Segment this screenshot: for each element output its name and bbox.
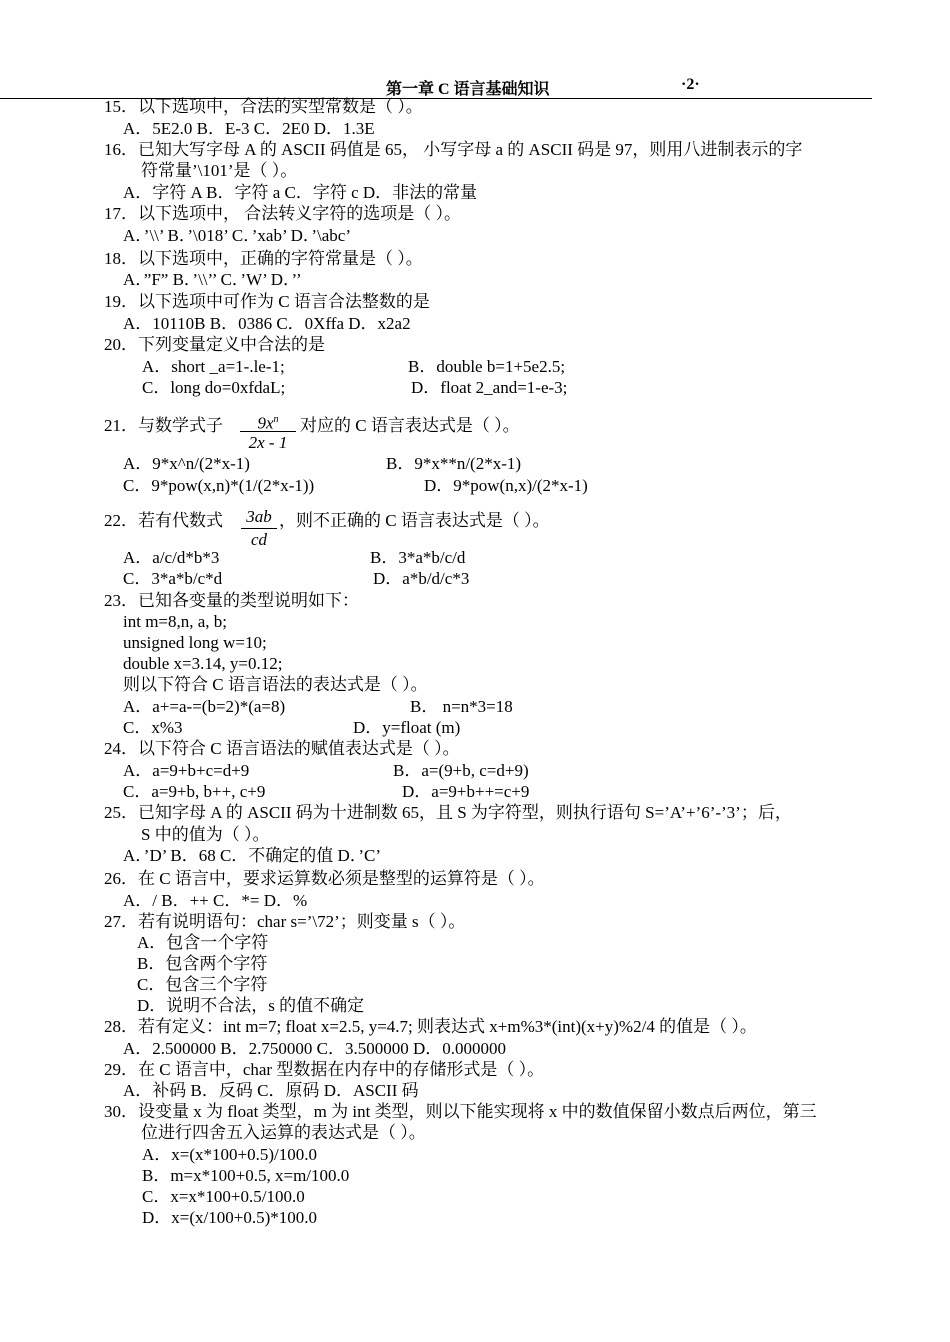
text-line-q23a: A．a+=a-=(b=2)*(a=8) [123, 697, 286, 716]
text-line-q25o: A．’D’ B．68 C．不确定的值 D．’C’ [123, 846, 381, 865]
text-line-q16: 16．已知大写字母 A 的 ASCII 码值是 65， 小写字母 a 的 ASCII 码是 97，则用八进制表示的字 [104, 140, 803, 159]
fraction-q22-denominator: cd [250, 530, 268, 549]
text-line-q28o: A．2.500000 B．2.750000 C．3.500000 D．0.000000 [123, 1039, 506, 1058]
text-line-q19o: A．10110B B．0386 C．0Xffa D．x2a2 [123, 314, 411, 333]
text-line-q23: 23．已知各变量的类型说明如下： [104, 591, 359, 610]
text-line-q27a: A．包含一个字符 [137, 933, 269, 952]
text-line-q30od: D．x=(x/100+0.5)*100.0 [142, 1208, 317, 1227]
text-line-q17: 17．以下选项中， 合法转义字符的选项是（ ）。 [104, 204, 461, 223]
text-line-q21b: B．9*x**n/(2*x-1) [386, 454, 522, 473]
text-line-q30ob: B．m=x*100+0.5, x=m/100.0 [142, 1166, 350, 1185]
text-line-q18o: A．”F” B．’\\’’ C．’W’ D．’’ [123, 270, 302, 289]
text-line-q29: 29．在 C 语言中，char 型数据在内存中的存储形式是（ ）。 [104, 1060, 545, 1079]
text-line-q21c: C．9*pow(x,n)*(1/(2*x-1)) [123, 476, 315, 495]
text-line-q16o: A．字符 A B．字符 a C．字符 c D．非法的常量 [123, 183, 478, 202]
text-line-q22c: C．3*a*b/c*d [123, 569, 223, 588]
text-line-q24d: D．a=9+b++=c+9 [402, 782, 530, 801]
text-line-q21t: 对应的 C 语言表达式是（ ）。 [300, 416, 520, 435]
text-line-q23b: B． n=n*3=18 [410, 697, 513, 716]
text-line-q27b: B．包含两个字符 [137, 954, 268, 973]
fraction-q21-denominator: 2x - 1 [248, 433, 288, 452]
text-line-q21d: D．9*pow(n,x)/(2*x-1) [424, 476, 588, 495]
text-line-q21a: A．9*x^n/(2*x-1) [123, 454, 250, 473]
fraction-q21 [240, 409, 296, 454]
text-line-q23c: C．x%3 [123, 718, 183, 737]
text-line-q17o: A．’\\’ B．’\018’ C．’xab’ D．’\abc’ [123, 226, 352, 245]
text-line-q22b: B．3*a*b/c/d [370, 548, 466, 567]
text-line-q27: 27．若有说明语句：char s=’\72’；则变量 s（ ）。 [104, 912, 466, 931]
text-line-q23l1: int m=8,n, a, b; [123, 612, 228, 631]
fraction-q22 [241, 506, 277, 551]
text-line-q19: 19．以下选项中可作为 C 语言合法整数的是 [104, 292, 430, 311]
chapter-title: 第一章 C 语言基础知识 [386, 81, 550, 98]
text-line-q20a: A．short _a=1-.le-1; [142, 357, 285, 376]
text-line-q20b: B．double b=1+5e2.5; [408, 357, 566, 376]
text-line-q22t: ，则不正确的 C 语言表达式是（ ）。 [279, 511, 550, 530]
text-line-q20c: C．long do=0xfdaL; [142, 378, 286, 397]
text-line-q29o: A．补码 B．反码 C．原码 D．ASCII 码 [123, 1081, 419, 1100]
text-line-q30oc: C．x=x*100+0.5/100.0 [142, 1187, 305, 1206]
text-line-q30b: 位进行四舍五入运算的表达式是（ ）。 [141, 1123, 426, 1142]
fraction-q22-numerator: 3ab [246, 507, 272, 526]
text-line-q20d: D．float 2_and=1-e-3; [411, 378, 568, 397]
text-line-q15: 15．以下选项中，合法的实型常数是（ ）。 [104, 97, 423, 116]
text-line-q30: 30．设变量 x 为 float 类型，m 为 int 类型，则以下能实现将 x 中的数值保留小数点后两位，第三 [104, 1102, 817, 1121]
text-line-q18: 18．以下选项中，正确的字符常量是（ ）。 [104, 249, 423, 268]
text-line-q27c: C．包含三个字符 [137, 975, 268, 994]
text-line-q24: 24．以下符合 C 语言语法的赋值表达式是（ ）。 [104, 739, 460, 758]
text-line-q27d: D．说明不合法，s 的值不确定 [137, 996, 365, 1015]
text-line-q16b: 符常量’\101’是（ ）。 [141, 161, 298, 180]
text-line-q25b: S 中的值为（ ）。 [141, 825, 270, 844]
text-line-q26: 26．在 C 语言中，要求运算数必须是整型的运算符是（ ）。 [104, 869, 545, 888]
text-line-q21: 21．与数学式子 [104, 416, 223, 435]
text-line-q23l3: double x=3.14, y=0.12; [123, 654, 283, 673]
text-line-q24c: C．a=9+b, b++, c+9 [123, 782, 266, 801]
text-line-q15o: A．5E2.0 B．E-3 C．2E0 D．1.3E [123, 119, 375, 138]
fraction-q21-numerator: $9x^n$ [257, 413, 279, 433]
text-line-q22a: A．a/c/d*b*3 [123, 548, 220, 567]
text-line-q24a: A．a=9+b+c=d+9 [123, 761, 250, 780]
page-number: ·2· [681, 76, 700, 93]
text-line-q30oa: A．x=(x*100+0.5)/100.0 [142, 1145, 317, 1164]
text-line-q22: 22．若有代数式 [104, 511, 223, 530]
text-line-q25: 25．已知字母 A 的 ASCII 码为十进制数 65，且 S 为字符型，则执行语句 S=’A’+’6’-’3’；后， [104, 803, 792, 822]
text-line-q23d: D．y=float (m) [353, 718, 461, 737]
text-line-q24b: B．a=(9+b, c=d+9) [393, 761, 529, 780]
text-line-q20: 20．下列变量定义中合法的是 [104, 335, 325, 354]
text-line-q23l4: 则以下符合 C 语言语法的表达式是（ ）。 [123, 675, 428, 694]
text-line-q28: 28．若有定义：int m=7; float x=2.5, y=4.7; 则表达式 x+m%3*(int)(x+y)%2/4 的值是（ ）。 [104, 1017, 757, 1036]
text-line-q26o: A．/ B．++ C．*= D．% [123, 891, 308, 910]
text-line-q22d: D．a*b/d/c*3 [373, 569, 470, 588]
text-line-q23l2: unsigned long w=10; [123, 633, 267, 652]
